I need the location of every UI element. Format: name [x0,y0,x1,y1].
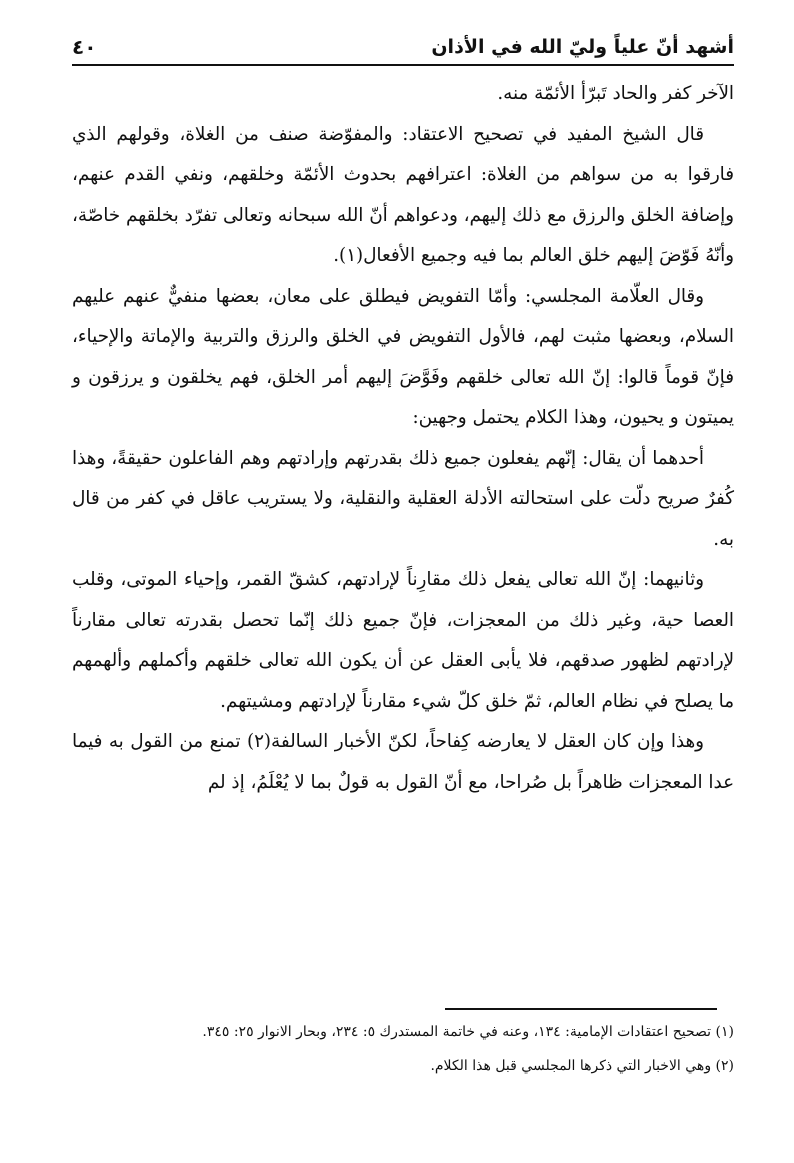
page-number: ٤٠ [72,35,97,59]
body-text [72,74,734,803]
header-title: أشهد أنّ علياً وليّ الله في الأذان [431,36,734,58]
paragraph: وثانيهما: إنّ الله تعالى يفعل ذلك مقارِناً لإرادتهم، كشقّ القمر، وإحياء الموتى، وقلب العصا حية، وغير ذلك من المعجزات، فإنّ جميع ذلك إنّما تحصل بقدرته تعالى مقارناً لإرادتهم لظهور صدقهم، فلا يأبى العقل عن أن يكون الله تعالى خلقهم وأكملهم وألهمهم ما يصلح في نظام العالم، ثمّ خلق كلّ شيء مقارناً لإرادتهم ومشيتهم. [72,569,734,712]
paragraph: وهذا وإن كان العقل لا يعارضه كِفاحاً، لكنّ الأخبار السالفة(٢) تمنع من القول به فيما عدا المعجزات ظاهراً بل صُراحا، مع أنّ القول به قولٌ بما لا يُعْلَمُ، إذ لم [72,731,734,793]
footnote-divider [445,1008,717,1010]
footnotes [72,1018,734,1086]
running-header [72,30,734,66]
footnote: (١) تصحيح اعتقادات الإمامية: ١٣٤، وعنه في خاتمة المستدرك ٥: ٢٣٤، وبحار الانوار ٢٥: ٣٤٥. [202,1024,734,1040]
footnote: (٢) وهي الاخبار التي ذكرها المجلسي قبل هذا الكلام. [430,1058,734,1074]
paragraph: قال الشيخ المفيد في تصحيح الاعتقاد: والمفوّضة صنف من الغلاة، وقولهم الذي فارقوا به من سواهم من الغلاة: اعترافهم بحدوث الأئمّة وخلقهم، ونفي القدم عنهم، وإضافة الخلق والرزق مع ذلك إليهم، ودعواهم أنّ الله سبحانه وتعالى تفرّد بخلقهم خاصّة، وأنّهُ فَوّضَ إليهم خلق العالم بما فيه وجميع الأفعال(١). [72,123,734,266]
paragraph: أحدهما أن يقال: إنّهم يفعلون جميع ذلك بقدرتهم وإرادتهم وهم الفاعلون حقيقةً، وهذا كُفرٌ صريح دلّت على استحالته الأدلة العقلية والنقلية، ولا يستريب عاقل في كفر من قال به. [72,447,734,550]
paragraph: الآخر كفر والحاد تَبرّأ الأئمّة منه. [497,83,734,104]
paragraph: وقال العلّامة المجلسي: وأمّا التفويض فيطلق على معان، بعضها منفيٌّ عنهم عليهم السلام، وبعضها مثبت لهم، فالأول التفويض في الخلق والرزق والتربية والإماتة والإحياء، فإنّ قوماً قالوا: إنّ الله تعالى خلقهم وفَوَّضَ إليهم أمر الخلق، فهم يخلقون و يرزقون و يميتون و يحيون، وهذا الكلام يحتمل وجهين: [72,285,734,428]
